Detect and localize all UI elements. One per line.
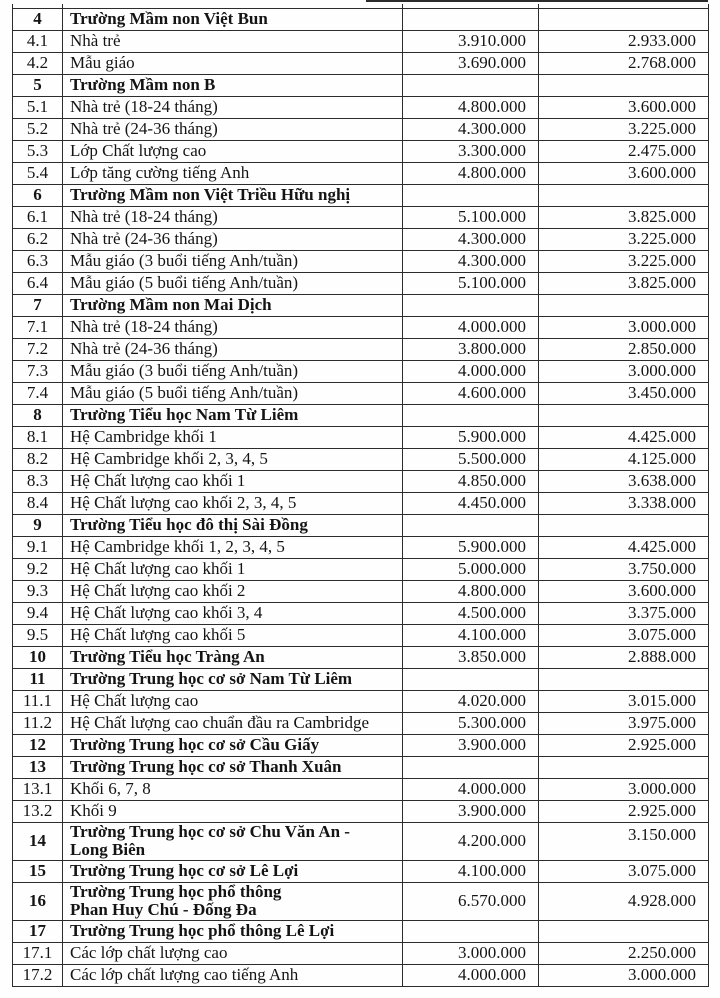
- fee-amount-cell-1: 5.100.000: [403, 272, 539, 294]
- fee-amount-cell-2: 4.125.000: [539, 448, 709, 470]
- fee-amount-cell-1: 3.800.000: [403, 338, 539, 360]
- item-row: [13, 316, 709, 338]
- school-name-cell: Trường Trung học cơ sở Cầu Giấy: [63, 734, 403, 756]
- row-number-cell: 8: [13, 404, 63, 426]
- school-name-cell: Trường Trung học phổ thông Lê Lợi: [63, 920, 403, 942]
- section-row: [13, 882, 709, 920]
- row-number-cell: 6.1: [13, 206, 63, 228]
- row-number-cell: 9.3: [13, 580, 63, 602]
- fee-amount-cell-2: 3.600.000: [539, 96, 709, 118]
- row-number-cell: 11.2: [13, 712, 63, 734]
- row-number-cell: 8.2: [13, 448, 63, 470]
- program-name-cell: Lớp Chất lượng cao: [63, 140, 403, 162]
- row-number-cell: 7.1: [13, 316, 63, 338]
- row-number-cell: 7.4: [13, 382, 63, 404]
- item-row: [13, 602, 709, 624]
- section-row: [13, 646, 709, 668]
- program-name-cell: Hệ Chất lượng cao khối 3, 4: [63, 602, 403, 624]
- row-number-cell: 8.3: [13, 470, 63, 492]
- fee-amount-cell-2: 4.425.000: [539, 536, 709, 558]
- row-number-cell: 17.2: [13, 964, 63, 986]
- fee-amount-cell-1: 4.100.000: [403, 624, 539, 646]
- program-name-cell: Nhà trẻ (18-24 tháng): [63, 96, 403, 118]
- row-number-cell: 13: [13, 756, 63, 778]
- fee-amount-cell-2: 3.338.000: [539, 492, 709, 514]
- row-number-cell: 6.3: [13, 250, 63, 272]
- item-row: [13, 206, 709, 228]
- section-row: [13, 734, 709, 756]
- fee-amount-cell-2: 3.000.000: [539, 964, 709, 986]
- section-row: [13, 8, 709, 30]
- row-number-cell: 13.2: [13, 800, 63, 822]
- program-name-cell: Hệ Chất lượng cao: [63, 690, 403, 712]
- fee-amount-cell-2: 2.933.000: [539, 30, 709, 52]
- school-name-cell: [63, 882, 403, 920]
- item-row: [13, 800, 709, 822]
- program-name-cell: Nhà trẻ (24-36 tháng): [63, 118, 403, 140]
- school-name-cell: Trường Trung học cơ sở Nam Từ Liêm: [63, 668, 403, 690]
- fee-amount-cell-2: 3.638.000: [539, 470, 709, 492]
- row-number-cell: 17.1: [13, 942, 63, 964]
- fee-amount-cell-2: 3.000.000: [539, 778, 709, 800]
- fee-amount-cell-2: 4.928.000: [539, 882, 709, 920]
- name-line-2: Long Biên: [70, 840, 146, 859]
- section-row: [13, 514, 709, 536]
- fee-amount-cell-1: 4.000.000: [403, 360, 539, 382]
- fee-amount-cell-1: 4.100.000: [403, 860, 539, 882]
- fee-amount-cell-1: 3.850.000: [403, 646, 539, 668]
- fee-amount-cell-2: [539, 294, 709, 316]
- fee-amount-cell-2: 3.150.000: [539, 822, 709, 860]
- fee-amount-cell-2: 3.000.000: [539, 316, 709, 338]
- fee-amount-cell-1: 4.800.000: [403, 96, 539, 118]
- item-row: [13, 536, 709, 558]
- item-row: [13, 360, 709, 382]
- fee-amount-cell-1: 4.000.000: [403, 316, 539, 338]
- fee-amount-cell-1: 4.300.000: [403, 118, 539, 140]
- program-name-cell: Hệ Chất lượng cao khối 2, 3, 4, 5: [63, 492, 403, 514]
- item-row: [13, 96, 709, 118]
- fee-amount-cell-1: [403, 920, 539, 942]
- row-number-cell: 5.4: [13, 162, 63, 184]
- name-line-1: Trường Trung học cơ sở Chu Văn An -: [70, 822, 350, 841]
- fee-amount-cell-1: 4.020.000: [403, 690, 539, 712]
- row-number-cell: 8.4: [13, 492, 63, 514]
- school-name-cell: Trường Mầm non Mai Dịch: [63, 294, 403, 316]
- fee-amount-cell-1: 4.800.000: [403, 580, 539, 602]
- row-number-cell: 5.2: [13, 118, 63, 140]
- school-name-cell: Trường Trung học cơ sở Lê Lợi: [63, 860, 403, 882]
- fee-amount-cell-2: 3.075.000: [539, 624, 709, 646]
- fee-amount-cell-2: 3.600.000: [539, 162, 709, 184]
- fee-amount-cell-2: 3.375.000: [539, 602, 709, 624]
- program-name-cell: Hệ Cambridge khối 1, 2, 3, 4, 5: [63, 536, 403, 558]
- row-number-cell: 9.4: [13, 602, 63, 624]
- item-row: [13, 624, 709, 646]
- fee-amount-cell-2: 2.250.000: [539, 942, 709, 964]
- section-row: [13, 184, 709, 206]
- program-name-cell: Hệ Cambridge khối 2, 3, 4, 5: [63, 448, 403, 470]
- row-number-cell: 9.5: [13, 624, 63, 646]
- row-number-cell: 7: [13, 294, 63, 316]
- fee-amount-cell-2: [539, 920, 709, 942]
- fee-amount-cell-2: 2.850.000: [539, 338, 709, 360]
- fee-amount-cell-1: 4.300.000: [403, 250, 539, 272]
- fee-amount-cell-1: [403, 514, 539, 536]
- name-line-2: Phan Huy Chú - Đống Đa: [70, 900, 257, 919]
- program-name-cell: Khối 9: [63, 800, 403, 822]
- program-name-cell: Mẫu giáo: [63, 52, 403, 74]
- row-number-cell: 15: [13, 860, 63, 882]
- section-row: [13, 404, 709, 426]
- item-row: [13, 942, 709, 964]
- item-row: [13, 964, 709, 986]
- program-name-cell: Hệ Chất lượng cao khối 1: [63, 470, 403, 492]
- fee-amount-cell-2: 3.225.000: [539, 250, 709, 272]
- school-name-cell: Trường Trung học cơ sở Thanh Xuân: [63, 756, 403, 778]
- program-name-cell: Hệ Cambridge khối 1: [63, 426, 403, 448]
- row-number-cell: 6: [13, 184, 63, 206]
- fee-amount-cell-2: 3.600.000: [539, 580, 709, 602]
- program-name-cell: Mẫu giáo (5 buổi tiếng Anh/tuần): [63, 272, 403, 294]
- item-row: [13, 470, 709, 492]
- fee-amount-cell-2: 2.925.000: [539, 800, 709, 822]
- fee-amount-cell-1: 5.000.000: [403, 558, 539, 580]
- row-number-cell: 11.1: [13, 690, 63, 712]
- fee-amount-cell-1: [403, 404, 539, 426]
- fee-amount-cell-1: 3.900.000: [403, 734, 539, 756]
- fee-amount-cell-1: 5.500.000: [403, 448, 539, 470]
- item-row: [13, 140, 709, 162]
- program-name-cell: Hệ Chất lượng cao khối 2: [63, 580, 403, 602]
- row-number-cell: 5.1: [13, 96, 63, 118]
- program-name-cell: Các lớp chất lượng cao tiếng Anh: [63, 964, 403, 986]
- row-number-cell: 13.1: [13, 778, 63, 800]
- fee-amount-cell-1: 4.600.000: [403, 382, 539, 404]
- fee-amount-cell-1: 5.900.000: [403, 426, 539, 448]
- fee-amount-cell-2: [539, 756, 709, 778]
- item-row: [13, 492, 709, 514]
- item-row: [13, 778, 709, 800]
- fee-amount-cell-1: 4.000.000: [403, 778, 539, 800]
- fee-amount-cell-1: [403, 8, 539, 30]
- school-name-cell: Trường Mầm non Việt Bun: [63, 8, 403, 30]
- section-row: [13, 860, 709, 882]
- program-name-cell: Hệ Chất lượng cao chuẩn đầu ra Cambridge: [63, 712, 403, 734]
- fee-amount-cell-1: 4.850.000: [403, 470, 539, 492]
- fee-amount-cell-2: [539, 514, 709, 536]
- school-name-cell: [63, 822, 403, 860]
- fee-amount-cell-1: 3.300.000: [403, 140, 539, 162]
- program-name-cell: Mẫu giáo (5 buổi tiếng Anh/tuần): [63, 382, 403, 404]
- fee-amount-cell-1: 5.900.000: [403, 536, 539, 558]
- fee-amount-cell-1: 5.100.000: [403, 206, 539, 228]
- row-number-cell: 6.2: [13, 228, 63, 250]
- program-name-cell: Các lớp chất lượng cao: [63, 942, 403, 964]
- fee-amount-cell-1: 4.200.000: [403, 822, 539, 860]
- fee-table-body: [13, 4, 709, 986]
- item-row: [13, 448, 709, 470]
- fee-amount-cell-2: 3.000.000: [539, 360, 709, 382]
- item-row: [13, 382, 709, 404]
- fee-amount-cell-2: 3.825.000: [539, 272, 709, 294]
- fee-amount-cell-2: 3.225.000: [539, 228, 709, 250]
- item-row: [13, 338, 709, 360]
- fee-amount-cell-1: 3.900.000: [403, 800, 539, 822]
- row-number-cell: 5: [13, 74, 63, 96]
- item-row: [13, 558, 709, 580]
- section-row: [13, 294, 709, 316]
- row-number-cell: 9.2: [13, 558, 63, 580]
- row-number-cell: 5.3: [13, 140, 63, 162]
- school-name-cell: Trường Mầm non Việt Triều Hữu nghị: [63, 184, 403, 206]
- item-row: [13, 118, 709, 140]
- fee-amount-cell-2: 3.015.000: [539, 690, 709, 712]
- fee-amount-cell-2: [539, 74, 709, 96]
- item-row: [13, 52, 709, 74]
- school-name-cell: Trường Tiểu học đô thị Sài Đồng: [63, 514, 403, 536]
- fee-amount-cell-1: 4.450.000: [403, 492, 539, 514]
- section-row: [13, 822, 709, 860]
- fee-amount-cell-1: [403, 756, 539, 778]
- fee-amount-cell-2: 3.750.000: [539, 558, 709, 580]
- fee-amount-cell-1: [403, 74, 539, 96]
- item-row: [13, 162, 709, 184]
- item-row: [13, 272, 709, 294]
- fee-amount-cell-2: [539, 8, 709, 30]
- fee-amount-cell-2: 3.450.000: [539, 382, 709, 404]
- section-row: [13, 74, 709, 96]
- row-number-cell: 11: [13, 668, 63, 690]
- fee-amount-cell-2: [539, 404, 709, 426]
- fee-amount-cell-2: 3.825.000: [539, 206, 709, 228]
- program-name-cell: Hệ Chất lượng cao khối 5: [63, 624, 403, 646]
- program-name-cell: Nhà trẻ (18-24 tháng): [63, 316, 403, 338]
- item-row: [13, 712, 709, 734]
- fee-amount-cell-1: 3.910.000: [403, 30, 539, 52]
- row-number-cell: 4.2: [13, 52, 63, 74]
- section-row: [13, 668, 709, 690]
- fee-amount-cell-1: 5.300.000: [403, 712, 539, 734]
- fee-amount-cell-1: [403, 668, 539, 690]
- item-row: [13, 690, 709, 712]
- fee-amount-cell-1: [403, 184, 539, 206]
- fee-amount-cell-2: 3.225.000: [539, 118, 709, 140]
- row-number-cell: 9: [13, 514, 63, 536]
- row-number-cell: 17: [13, 920, 63, 942]
- program-name-cell: Mẫu giáo (3 buổi tiếng Anh/tuần): [63, 250, 403, 272]
- program-name-cell: Nhà trẻ (24-36 tháng): [63, 338, 403, 360]
- tuition-fee-table: [12, 4, 709, 987]
- row-number-cell: 14: [13, 822, 63, 860]
- row-number-cell: 7.3: [13, 360, 63, 382]
- fee-amount-cell-1: [403, 294, 539, 316]
- row-number-cell: 6.4: [13, 272, 63, 294]
- fee-amount-cell-2: 2.475.000: [539, 140, 709, 162]
- program-name-cell: Nhà trẻ: [63, 30, 403, 52]
- section-row: [13, 756, 709, 778]
- fee-amount-cell-1: 3.690.000: [403, 52, 539, 74]
- row-number-cell: 9.1: [13, 536, 63, 558]
- item-row: [13, 228, 709, 250]
- row-number-cell: 10: [13, 646, 63, 668]
- fee-amount-cell-2: [539, 668, 709, 690]
- program-name-cell: Khối 6, 7, 8: [63, 778, 403, 800]
- row-number-cell: 12: [13, 734, 63, 756]
- fee-amount-cell-1: 4.000.000: [403, 964, 539, 986]
- item-row: [13, 250, 709, 272]
- fee-amount-cell-1: 4.300.000: [403, 228, 539, 250]
- item-row: [13, 580, 709, 602]
- school-name-cell: Trường Tiểu học Tràng An: [63, 646, 403, 668]
- fee-amount-cell-1: 6.570.000: [403, 882, 539, 920]
- program-name-cell: Lớp tăng cường tiếng Anh: [63, 162, 403, 184]
- fee-amount-cell-2: 3.975.000: [539, 712, 709, 734]
- fee-amount-cell-1: 4.800.000: [403, 162, 539, 184]
- item-row: [13, 30, 709, 52]
- fee-amount-cell-2: [539, 184, 709, 206]
- row-number-cell: 16: [13, 882, 63, 920]
- item-row: [13, 426, 709, 448]
- row-number-cell: 8.1: [13, 426, 63, 448]
- fee-amount-cell-2: 2.768.000: [539, 52, 709, 74]
- school-name-cell: Trường Tiểu học Nam Từ Liêm: [63, 404, 403, 426]
- program-name-cell: Nhà trẻ (24-36 tháng): [63, 228, 403, 250]
- program-name-cell: Nhà trẻ (18-24 tháng): [63, 206, 403, 228]
- cutoff-header-border-fragment: [366, 0, 708, 2]
- fee-amount-cell-1: 3.000.000: [403, 942, 539, 964]
- section-row: [13, 920, 709, 942]
- fee-amount-cell-2: 3.075.000: [539, 860, 709, 882]
- fee-amount-cell-2: 4.425.000: [539, 426, 709, 448]
- row-number-cell: 7.2: [13, 338, 63, 360]
- fee-amount-cell-2: 2.925.000: [539, 734, 709, 756]
- row-number-cell: 4: [13, 8, 63, 30]
- name-line-1: Trường Trung học phổ thông: [70, 882, 282, 901]
- program-name-cell: Mẫu giáo (3 buổi tiếng Anh/tuần): [63, 360, 403, 382]
- fee-amount-cell-1: 4.500.000: [403, 602, 539, 624]
- fee-amount-cell-2: 2.888.000: [539, 646, 709, 668]
- row-number-cell: 4.1: [13, 30, 63, 52]
- program-name-cell: Hệ Chất lượng cao khối 1: [63, 558, 403, 580]
- school-name-cell: Trường Mầm non B: [63, 74, 403, 96]
